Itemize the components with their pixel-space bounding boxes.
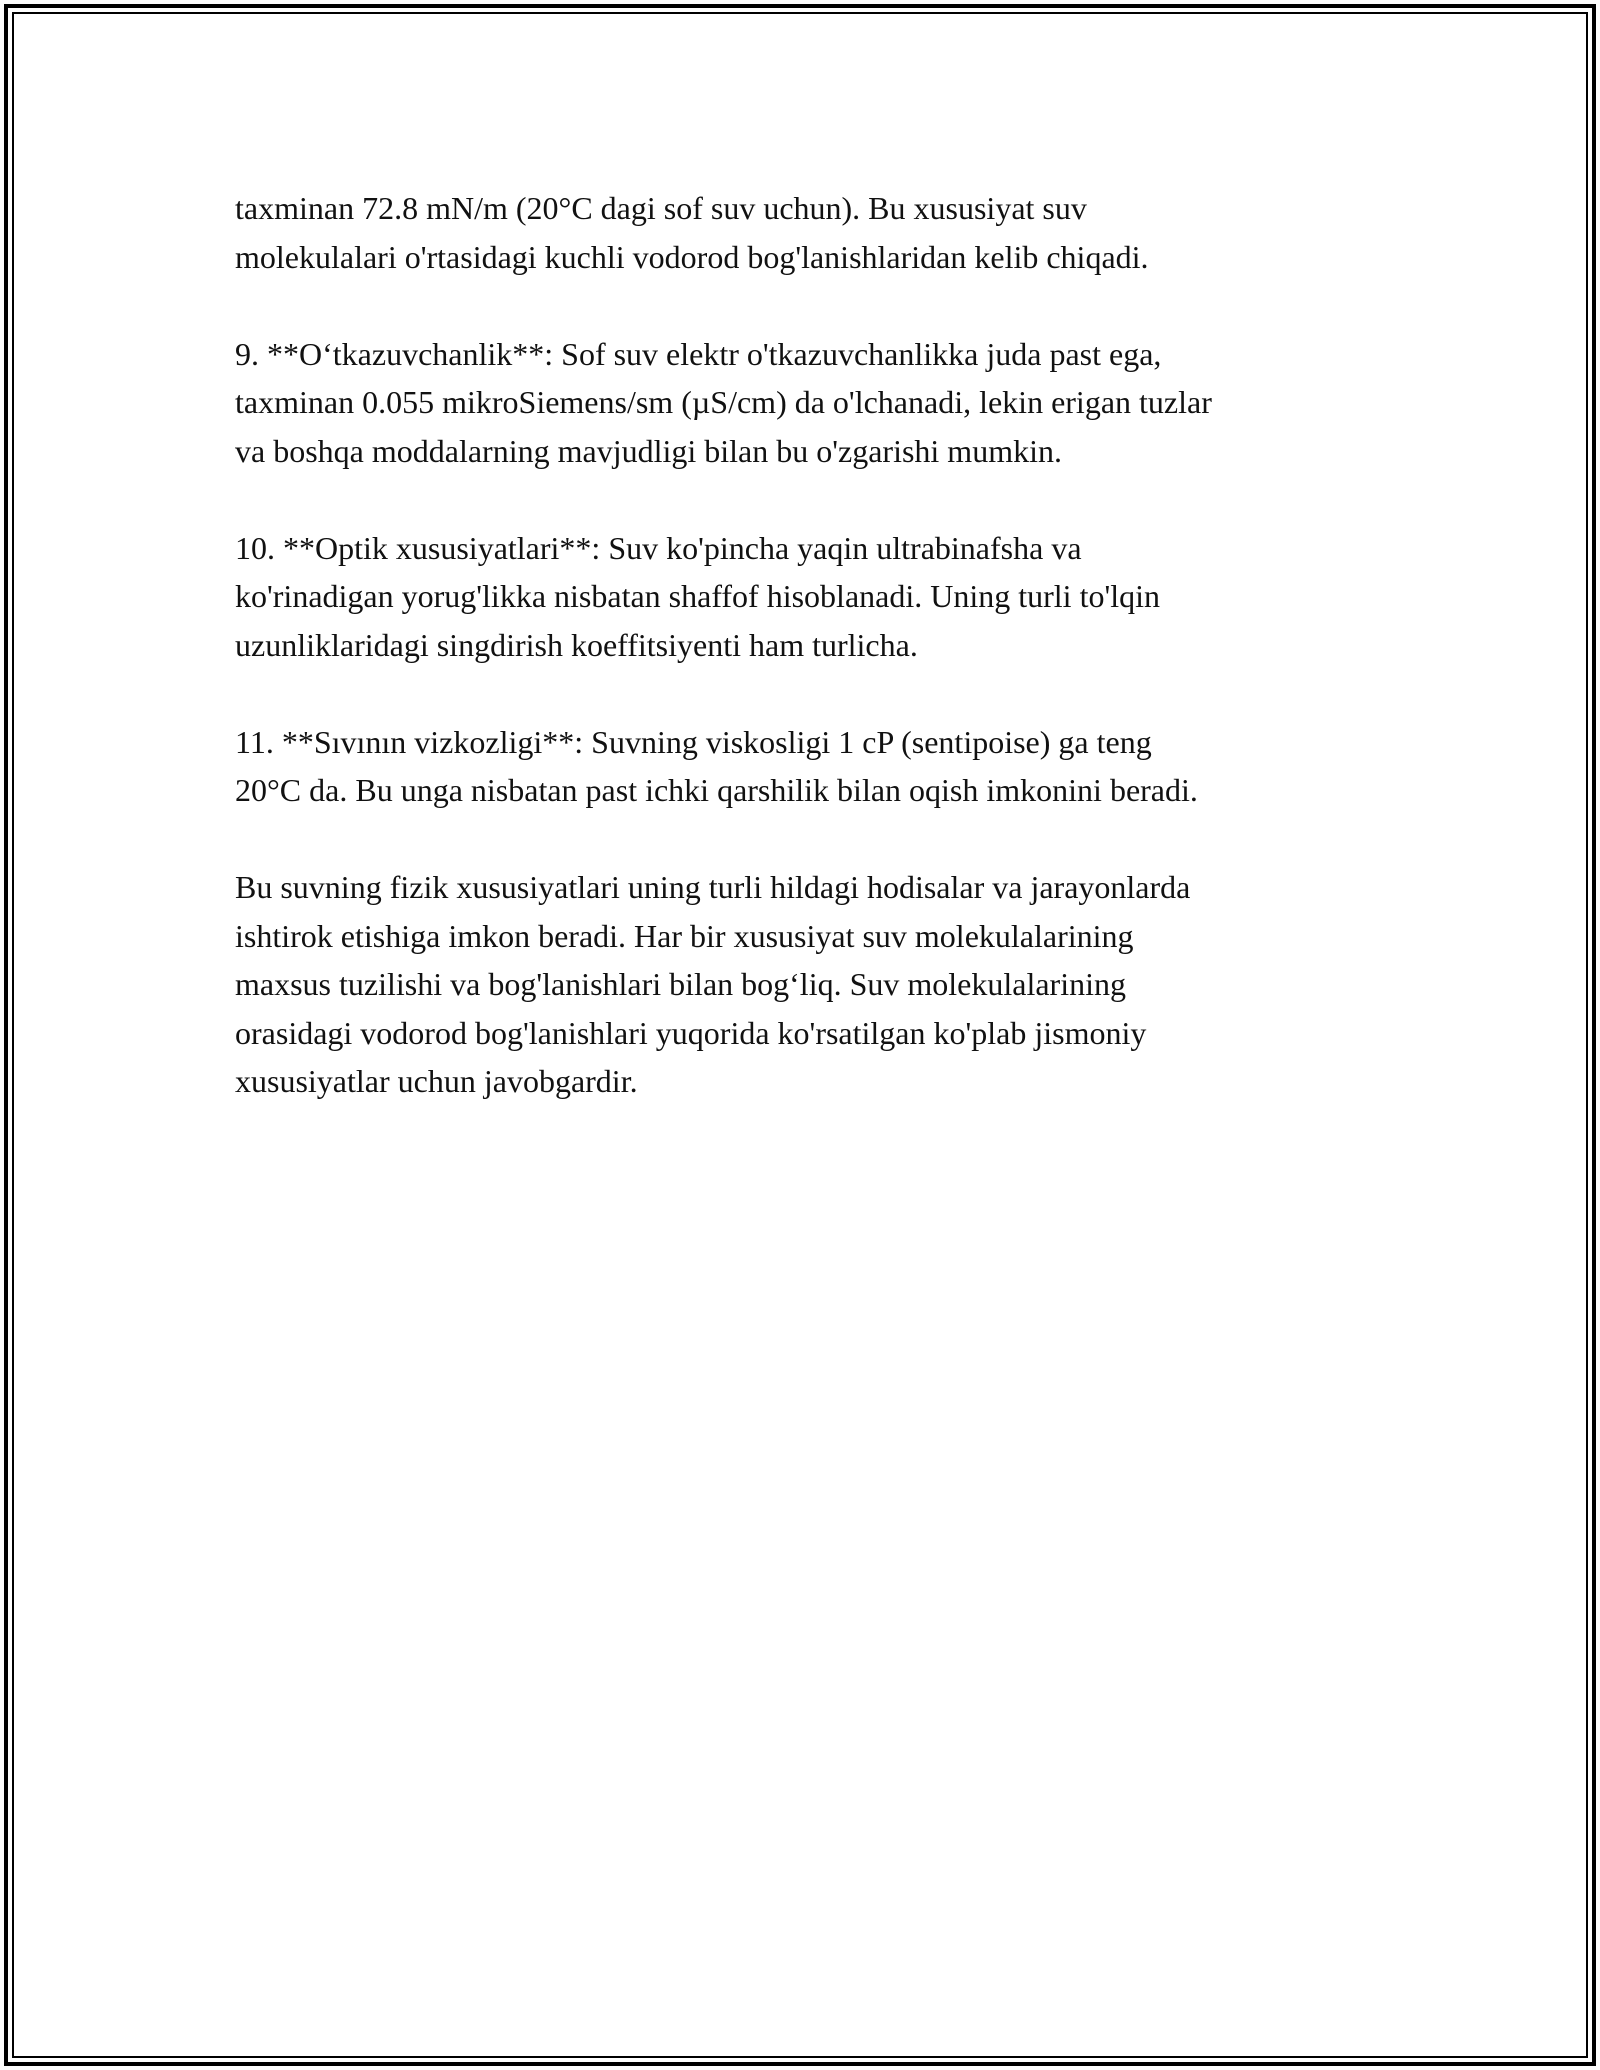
text-line: 9. **O‘tkazuvchanlik**: Sof suv elektr o'tkazuvchanlikka juda past ega,	[235, 335, 1162, 372]
paragraph-conductivity	[235, 330, 1375, 476]
text-line: va boshqa moddalarning mavjudligi bilan bu o'zgarishi mumkin.	[235, 432, 1062, 469]
text-line: ko'rinadigan yorug'likka nisbatan shaffof hisoblanadi. Uning turli to'lqin	[235, 578, 1160, 614]
text-line: molekulalari o'rtasidagi kuchli vodorod bog'lanishlaridan kelib chiqadi.	[235, 238, 1149, 275]
text-line: 11. **Sıvının vizkozligi**: Suvning viskosligi 1 cP (sentipoise) ga teng	[235, 723, 1152, 760]
paragraph-summary	[235, 863, 1375, 1106]
text-line: taxminan 0.055 mikroSiemens/sm (µS/cm) da o'lchanadi, lekin erigan tuzlar	[235, 384, 1212, 420]
text-line: xususiyatlar uchun javobgardir.	[235, 1063, 638, 1099]
document-body	[235, 184, 1375, 1154]
text-line: maxsus tuzilishi va bog'lanishlari bilan bog‘liq. Suv molekulalarining	[235, 966, 1126, 1002]
text-line: Bu suvning fizik xususiyatlari uning turli hildagi hodisalar va jarayonlarda	[235, 869, 1191, 905]
text-line: ishtirok etishiga imkon beradi. Har bir xususiyat suv molekulalarining	[235, 917, 1134, 954]
paragraph-viscosity	[235, 718, 1375, 815]
paragraph-optical-properties	[235, 524, 1375, 670]
text-line: 20°C da. Bu unga nisbatan past ichki qarshilik bilan oqish imkonini beradi.	[235, 772, 1198, 808]
text-line: orasidagi vodorod bog'lanishlari yuqorida ko'rsatilgan ko'plab jismoniy	[235, 1014, 1147, 1051]
text-line: uzunliklaridagi singdirish koeffitsiyenti ham turlicha.	[235, 626, 918, 663]
text-line: taxminan 72.8 mN/m (20°C dagi sof suv uchun). Bu xususiyat suv	[235, 190, 1087, 226]
paragraph-surface-tension	[235, 184, 1375, 281]
text-line: 10. **Optik xususiyatlari**: Suv ko'pincha yaqin ultrabinafsha va	[235, 529, 1082, 566]
